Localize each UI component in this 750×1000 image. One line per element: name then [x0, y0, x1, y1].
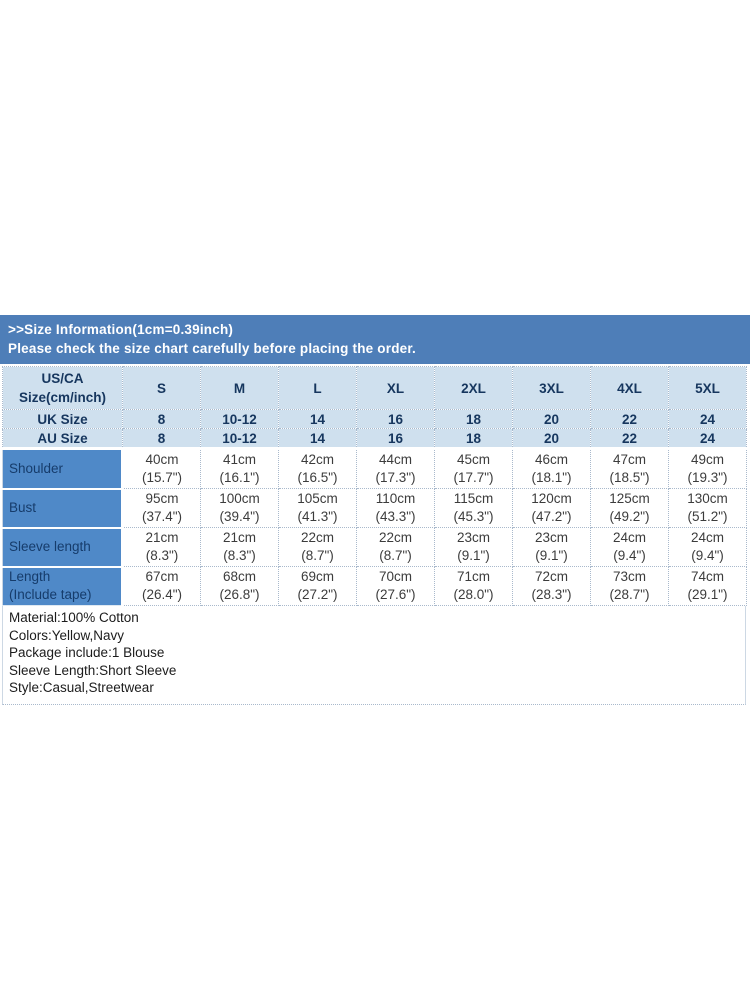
- measurement-inch: (39.4"): [219, 509, 260, 524]
- measurement-cell: [279, 449, 357, 489]
- size-value-cell: 10-12: [201, 410, 279, 429]
- measure-row-label-line: Sleeve length: [9, 539, 91, 554]
- measurement-cm: 21cm: [222, 530, 256, 545]
- size-value-cell: 8: [123, 429, 201, 449]
- measurement-inch: (26.4"): [141, 587, 183, 602]
- measurement-cm: 73cm: [612, 569, 646, 584]
- measurement-cm: 41cm: [222, 452, 256, 467]
- measurement-inch: (26.8"): [219, 587, 260, 602]
- measurement-cell: [513, 449, 591, 489]
- corner-header-line-1: US/CA: [41, 371, 84, 386]
- measurement-cm: 24cm: [612, 530, 646, 545]
- measurement-inch: (18.1"): [531, 470, 572, 485]
- measurement-cm: 22cm: [300, 530, 334, 545]
- note-line: Package include:1 Blouse: [9, 645, 165, 660]
- measurement-cell: [435, 449, 513, 489]
- size-col-5xl: 5XL: [669, 367, 747, 410]
- measurement-inch: (15.7"): [141, 470, 183, 485]
- measurement-cm: 21cm: [145, 530, 179, 545]
- notes-section: [2, 606, 746, 705]
- size-value-cell: 16: [357, 410, 435, 429]
- measurement-cell: [357, 528, 435, 567]
- measurement-cm: 24cm: [690, 530, 724, 545]
- measurement-inch: (49.2"): [609, 509, 650, 524]
- measurement-inch: (47.2"): [531, 509, 572, 524]
- measure-row-label: [3, 567, 123, 606]
- measure-row: [3, 567, 747, 606]
- measurement-inch: (19.3"): [687, 470, 728, 485]
- uk-size-label: UK Size: [3, 410, 123, 429]
- measurement-inch: (8.3"): [223, 548, 256, 563]
- measure-row-label-line: (Include tape): [9, 587, 92, 603]
- size-col-m: M: [201, 367, 279, 410]
- measurement-inch: (28.0"): [453, 587, 494, 602]
- size-value-cell: 14: [279, 410, 357, 429]
- measurement-inch: (28.7"): [609, 587, 650, 602]
- size-col-xl: XL: [357, 367, 435, 410]
- size-col-4xl: 4XL: [591, 367, 669, 410]
- measurement-cell: [669, 567, 747, 606]
- measurement-cm: 68cm: [222, 569, 256, 584]
- measure-row: [3, 449, 747, 489]
- measurement-cell: [669, 489, 747, 528]
- measurement-cm: 72cm: [534, 569, 568, 584]
- corner-header-line-2: Size(cm/inch): [18, 390, 107, 405]
- note-line: Sleeve Length:Short Sleeve: [9, 662, 177, 678]
- measure-row-label-line: Shoulder: [9, 460, 64, 476]
- size-table: [2, 366, 747, 606]
- measurement-cm: 44cm: [378, 452, 412, 467]
- measurement-cm: 100cm: [219, 491, 260, 506]
- measurement-inch: (9.1"): [535, 548, 568, 563]
- note-line: Material:100% Cotton: [9, 610, 139, 625]
- measurement-cell: [279, 489, 357, 528]
- measure-row-label: [3, 489, 123, 528]
- measurement-cm: 69cm: [300, 569, 334, 584]
- measurement-cell: [357, 449, 435, 489]
- size-value-cell: 8: [123, 410, 201, 429]
- au-size-label: AU Size: [3, 429, 123, 449]
- measurement-cell: [201, 489, 279, 528]
- measurement-cell: [435, 567, 513, 606]
- measurement-inch: (45.3"): [453, 509, 494, 524]
- measurement-rows: [3, 449, 747, 606]
- size-value-cell: 10-12: [201, 429, 279, 449]
- measurement-cell: [669, 449, 747, 489]
- measurement-cell: [201, 567, 279, 606]
- size-value-cell: 24: [669, 410, 747, 429]
- measurement-cell: [435, 528, 513, 567]
- banner-line-2: Please check the size chart carefully before placing the order.: [8, 341, 417, 356]
- measurement-cell: [513, 528, 591, 567]
- size-value-cell: 22: [591, 429, 669, 449]
- measurement-cell: [123, 567, 201, 606]
- note-line: Colors:Yellow,Navy: [9, 627, 125, 643]
- measurement-cm: 22cm: [378, 530, 412, 545]
- measurement-cm: 110cm: [375, 491, 416, 506]
- measurement-inch: (29.1"): [687, 587, 728, 602]
- measurement-cm: 71cm: [456, 569, 490, 584]
- measurement-cell: [357, 489, 435, 528]
- measurement-cell: [201, 449, 279, 489]
- measurement-inch: (28.3"): [531, 587, 572, 602]
- measurement-cm: 125cm: [609, 491, 650, 506]
- measurement-cm: 105cm: [297, 491, 338, 506]
- size-value-cell: 18: [435, 429, 513, 449]
- measurement-cell: [669, 528, 747, 567]
- size-value-cell: 14: [279, 429, 357, 449]
- measurement-inch: (8.7"): [301, 548, 334, 563]
- size-col-2xl: 2XL: [435, 367, 513, 410]
- measurement-cm: 130cm: [687, 491, 728, 506]
- measurement-cell: [513, 567, 591, 606]
- measurement-cm: 95cm: [145, 491, 179, 506]
- measurement-inch: (8.3"): [145, 548, 179, 563]
- measurement-inch: (8.7"): [379, 548, 412, 563]
- size-value-cell: 20: [513, 410, 591, 429]
- measurement-cm: 45cm: [456, 452, 490, 467]
- measure-row-label: [3, 449, 123, 489]
- uk-size-row: [3, 410, 747, 429]
- measurement-inch: (37.4"): [141, 509, 183, 524]
- measurement-cell: [591, 489, 669, 528]
- size-value-cell: 18: [435, 410, 513, 429]
- measure-row: [3, 528, 747, 567]
- measurement-cell: [123, 449, 201, 489]
- measurement-cm: 74cm: [690, 569, 724, 584]
- size-value-cell: 24: [669, 429, 747, 449]
- size-col-3xl: 3XL: [513, 367, 591, 410]
- measurement-cm: 115cm: [453, 491, 494, 506]
- measurement-cm: 40cm: [145, 452, 179, 467]
- size-value-cell: 22: [591, 410, 669, 429]
- size-chart-image: [0, 315, 750, 705]
- measurement-inch: (27.6"): [375, 587, 416, 602]
- measurement-inch: (41.3"): [297, 509, 338, 524]
- measurement-cell: [435, 489, 513, 528]
- measurement-cell: [201, 528, 279, 567]
- measure-row: [3, 489, 747, 528]
- measurement-cell: [513, 489, 591, 528]
- corner-header-cell: [3, 367, 123, 410]
- note-line: Style:Casual,Streetwear: [9, 680, 154, 695]
- measurement-cm: 120cm: [531, 491, 572, 506]
- measurement-cell: [591, 567, 669, 606]
- measurement-cell: [357, 567, 435, 606]
- measurement-inch: (18.5"): [609, 470, 650, 485]
- measurement-inch: (9.4"): [613, 548, 646, 563]
- measurement-cell: [279, 528, 357, 567]
- size-value-cell: 20: [513, 429, 591, 449]
- measurement-inch: (43.3"): [375, 509, 416, 524]
- size-col-l: L: [279, 367, 357, 410]
- measurement-cm: 42cm: [300, 452, 334, 467]
- measurement-inch: (9.1"): [457, 548, 490, 563]
- measurement-cm: 46cm: [534, 452, 568, 467]
- measurement-cell: [123, 489, 201, 528]
- measurement-inch: (27.2"): [297, 587, 338, 602]
- measure-row-label-line: Bust: [9, 500, 37, 515]
- measurement-inch: (51.2"): [687, 509, 728, 524]
- measurement-inch: (16.5"): [297, 470, 338, 485]
- measurement-cm: 67cm: [145, 569, 179, 584]
- size-col-s: S: [123, 367, 201, 410]
- banner: [0, 315, 750, 364]
- measurement-inch: (17.7"): [453, 470, 494, 485]
- measurement-cm: 23cm: [456, 530, 490, 545]
- measurement-inch: (17.3"): [375, 470, 416, 485]
- measurement-cm: 49cm: [690, 452, 724, 467]
- measurement-cm: 70cm: [378, 569, 412, 584]
- measure-row-label-line: Length: [9, 569, 51, 585]
- measurement-cm: 47cm: [612, 452, 646, 467]
- banner-line-1: >>Size Information(1cm=0.39inch): [8, 322, 234, 337]
- measure-row-label: [3, 528, 123, 567]
- measurement-cell: [591, 449, 669, 489]
- au-size-row: [3, 429, 747, 449]
- measurement-inch: (16.1"): [219, 470, 260, 485]
- size-value-cell: 16: [357, 429, 435, 449]
- measurement-cell: [591, 528, 669, 567]
- measurement-cell: [279, 567, 357, 606]
- measurement-cell: [123, 528, 201, 567]
- measurement-inch: (9.4"): [691, 548, 724, 563]
- measurement-cm: 23cm: [534, 530, 568, 545]
- size-header-row: [3, 367, 747, 410]
